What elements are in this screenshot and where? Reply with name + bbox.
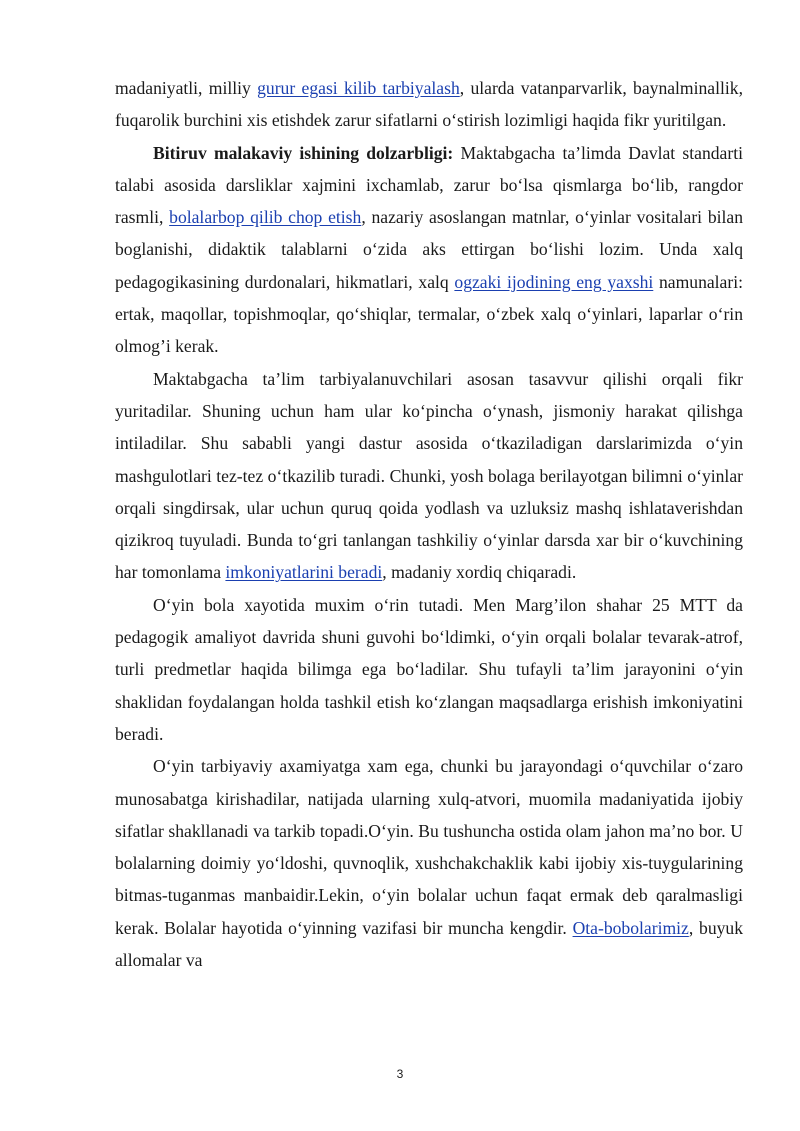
text-segment: namunalari: ertak, maqollar, topishmoqlar, qo‘shiqlar, termalar, o‘zbek xalq o‘yinlari, laparlar o‘rin olmog’i kerak.	[115, 271, 744, 357]
paragraph-5	[115, 750, 743, 976]
paragraph-3	[115, 363, 743, 589]
text-segment: madaniyatli, milliy	[115, 78, 258, 98]
hyperlink[interactable]: bolalarbop qilib chop etish	[169, 207, 362, 228]
hyperlink[interactable]: gurur egasi kilib tarbiyalash	[257, 78, 460, 98]
hyperlink[interactable]: Ota-bobolarimiz	[572, 917, 689, 938]
bold-lead-in: Bitiruv malakaviy ishining dolzarbligi:	[153, 142, 454, 163]
text-segment: , ularda vatanparvarlik, baynalminallik, fuqarolik burchini xis etishdek zarur sifatlarni o‘stirish lozimligi haqida fikr yuritilgan.	[115, 78, 743, 131]
text-segment: Maktabgacha ta’lim tarbiyalanuvchilari asosan tasavvur qilishi orqali fikr yuritadilar. Shuning uchun ham ular ko‘pincha o‘ynash, jismoniy harakat qilishga intiladilar. Shu sababli yangi dastur asosida o‘tkaziladigan darslarimizda o‘yin mashgulotlari tez-tez o‘tkazilib turadi. Chunki, yosh bolaga berilayotgan bilimni o‘yinlar orqali singdirsak, ular uchun quruq qoida yodlash va uzluksiz mashq ishlataverishdan qizikroq tuyuladi. Bunda to‘gri tanlangan tashkiliy o‘yinlar darsda xar bir o‘kuvchining har tomonlama	[115, 368, 743, 583]
paragraph-4	[115, 589, 743, 750]
hyperlink[interactable]: ogzaki ijodining eng yaxshi	[454, 271, 654, 292]
paragraph-1	[115, 72, 743, 137]
hyperlink[interactable]: imkoniyatlarini beradi	[225, 562, 383, 583]
text-segment: , madaniy xordiq chiqaradi.	[382, 562, 577, 583]
text-segment: O‘yin tarbiyaviy axamiyatga xam ega, chunki bu jarayondagi o‘quvchilar o‘zaro munosabatga kirishadilar, natijada ularning xulq-atvori, muomila madaniyatida ijobiy sifatlar shakllanadi va tarkib topadi.O‘yin. Bu tushuncha ostida olam jahon ma’no bor. U bolalarning doimiy yo‘ldoshi, quvnoqlik, xushchakchaklik kabi ijobiy xis-tuygularining bitmas-tuganmas manbaidir.Lekin, o‘yin bolalar uchun faqat ermak deb qaralmasligi kerak. Bolalar hayotida o‘yinning vazifasi bir muncha kengdir.	[115, 756, 743, 938]
text-segment: Maktabgacha ta’limda Davlat standarti talabi asosida darsliklar xajmini ixchamlab, zarur bo‘lsa qismlarga bo‘lib, rangdor rasmli,	[115, 142, 743, 228]
paragraph-2	[115, 137, 743, 363]
text-segment: , buyuk allomalar va	[115, 917, 743, 971]
document-body	[115, 72, 743, 976]
text-segment: O‘yin bola xayotida muxim o‘rin tutadi. Men Marg’ilon shahar 25 MTT da pedagogik amaliyot davrida shuni guvohi bo‘ldimki, o‘yin orqali bolalar tevarak-atrof, turli predmetlar haqida bilimga ega bo‘ladilar. Shu tufayli ta’lim jarayonini o‘yin shaklidan foydalangan holda tashkil etish ko‘zlangan maqsadlarga erishish imkoniyatini beradi.	[115, 594, 743, 744]
text-segment: , nazariy asoslangan matnlar, o‘yinlar vositalari bilan boglanishi, didaktik talablarni o‘zida aks ettirgan bo‘lishi lozim. Unda xalq pedagogikasining durdonalari, hikmatlari, xalq	[115, 207, 744, 292]
page-number: 3	[396, 1067, 404, 1081]
